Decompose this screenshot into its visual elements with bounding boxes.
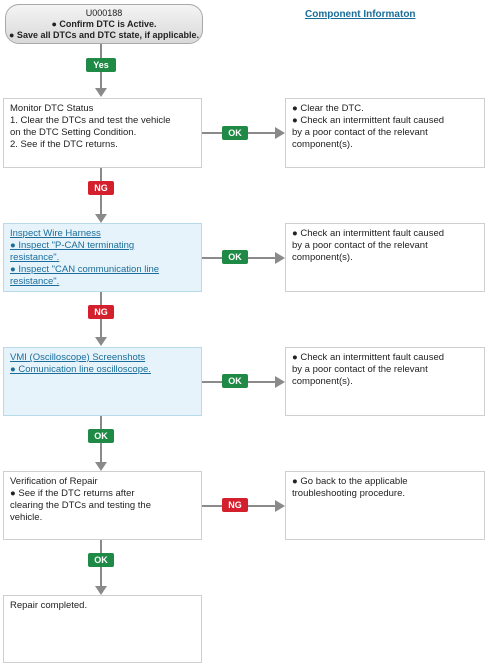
step-title: Monitor DTC Status <box>10 103 94 114</box>
step-line: vehicle. <box>10 512 43 523</box>
result-line: ● Check an intermittent fault caused <box>292 352 445 363</box>
step-line: ● See if the DTC returns after <box>10 488 135 499</box>
p-can-terminating-resistance-link[interactable]: ● Inspect "P-CAN terminating <box>10 240 135 251</box>
arrow-right <box>275 376 285 388</box>
step-line: on the DTC Setting Condition. <box>10 127 137 138</box>
dtc-code: U000188 <box>85 8 123 18</box>
vmi-oscilloscope-link[interactable]: VMI (Oscilloscope) Screenshots <box>10 352 146 363</box>
ok-badge: OK <box>88 553 114 567</box>
step-line: 1. Clear the DTCs and test the vehicle <box>10 115 171 126</box>
arrow-down <box>95 337 107 346</box>
result-line: ● Go back to the applicable <box>292 476 408 487</box>
communication-line-oscilloscope-link[interactable]: ● Comunication line oscilloscope. <box>10 364 151 375</box>
result-line: troubleshooting procedure. <box>292 488 406 499</box>
result-line: component(s). <box>292 139 353 150</box>
arrow-down <box>95 214 107 223</box>
result-line: component(s). <box>292 252 353 263</box>
step-title: Verification of Repair <box>10 476 98 487</box>
result-box <box>285 98 485 168</box>
ng-badge: NG <box>88 181 114 195</box>
step-inspect-wire-harness <box>3 223 202 292</box>
p-can-terminating-resistance-link-cont[interactable]: resistance". <box>10 252 60 263</box>
arrow-right <box>275 500 285 512</box>
ok-badge: OK <box>222 126 248 140</box>
step-line: 2. See if the DTC returns. <box>10 139 118 150</box>
result-box <box>285 223 485 292</box>
inspect-wire-harness-link[interactable]: Inspect Wire Harness <box>10 228 101 239</box>
result-line: ● Check an intermittent fault caused <box>292 115 445 126</box>
step-line: clearing the DTCs and testing the <box>10 500 151 511</box>
ng-badge: NG <box>88 305 114 319</box>
result-line: ● Clear the DTC. <box>292 103 364 114</box>
step-title: Repair completed. <box>10 600 88 611</box>
start-node <box>5 4 203 44</box>
result-line: component(s). <box>292 376 353 387</box>
can-line-resistance-link-cont[interactable]: resistance". <box>10 276 60 287</box>
start-instruction-2: ● Save all DTCs and DTC state, if applicable. <box>9 30 199 40</box>
result-line: by a poor contact of the relevant <box>292 240 428 251</box>
arrow-down <box>95 586 107 595</box>
component-information-link[interactable]: Component Informaton <box>305 9 416 20</box>
result-box <box>285 471 485 540</box>
result-line: ● Check an intermittent fault caused <box>292 228 445 239</box>
arrow-down <box>95 462 107 471</box>
ok-badge: OK <box>222 250 248 264</box>
result-box <box>285 347 485 416</box>
step-vmi-oscilloscope <box>3 347 202 416</box>
arrow-down <box>95 88 107 97</box>
step-verification-of-repair <box>3 471 202 540</box>
result-line: by a poor contact of the relevant <box>292 127 428 138</box>
step-monitor-dtc-status <box>3 98 202 168</box>
step-repair-completed <box>3 595 202 663</box>
ng-badge: NG <box>222 498 248 512</box>
arrow-right <box>275 127 285 139</box>
ok-badge: OK <box>222 374 248 388</box>
result-line: by a poor contact of the relevant <box>292 364 428 375</box>
yes-badge: Yes <box>86 58 116 72</box>
arrow-right <box>275 252 285 264</box>
start-instruction-1: ● Confirm DTC is Active. <box>51 19 157 29</box>
ok-badge: OK <box>88 429 114 443</box>
can-line-resistance-link[interactable]: ● Inspect "CAN communication line <box>10 264 160 275</box>
